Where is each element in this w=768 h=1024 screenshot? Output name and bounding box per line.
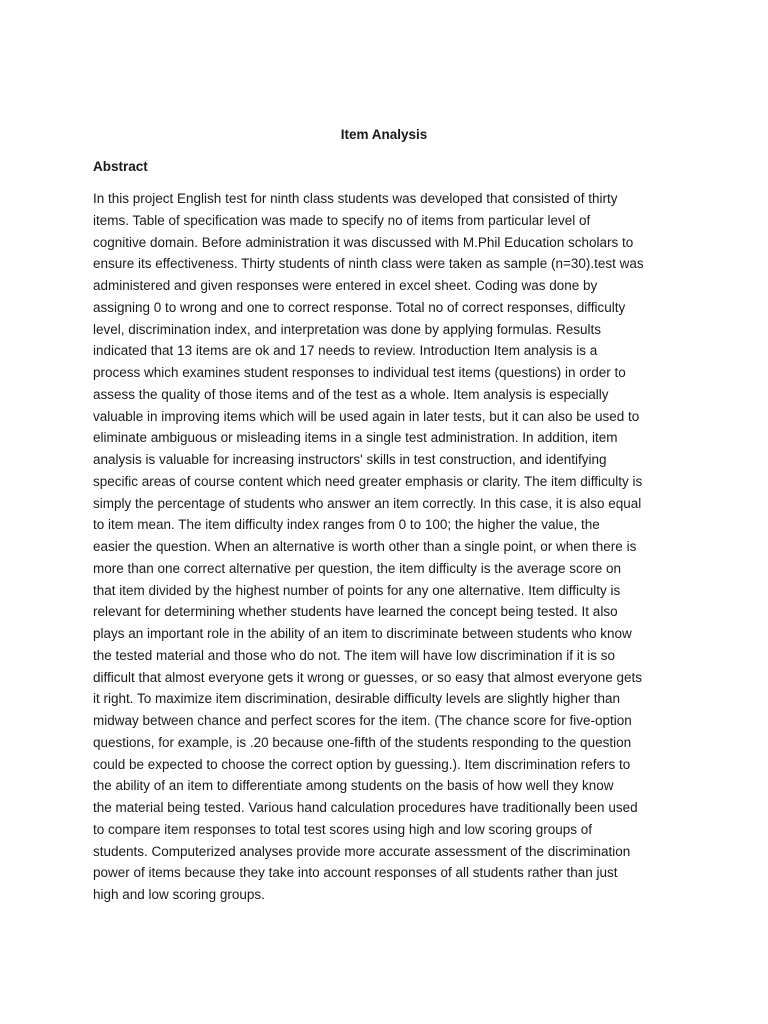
body-text-line: the ability of an item to differentiate among students on the basis of how well they know bbox=[93, 778, 614, 794]
body-text-line: it right. To maximize item discrimination, desirable difficulty levels are slightly higher than bbox=[93, 691, 620, 707]
body-text-line: power of items because they take into account responses of all students rather than just bbox=[93, 865, 618, 881]
body-text-line: more than one correct alternative per question, the item difficulty is the average score on bbox=[93, 560, 622, 576]
body-text-line: eliminate ambiguous or misleading items in a single test administration. In addition, item bbox=[93, 430, 618, 446]
body-text-line: high and low scoring groups. bbox=[93, 887, 265, 902]
body-text-line: easier the question. When an alternative is worth other than a single point, or when there is bbox=[93, 539, 637, 554]
body-text-line: questions, for example, is .20 because one-fifth of the students responding to the question bbox=[93, 734, 632, 750]
body-text-line: specific areas of course content which need greater emphasis or clarity. The item difficulty is bbox=[93, 473, 643, 489]
document-title: Item Analysis bbox=[340, 127, 428, 142]
body-text-line: indicated that 13 items are ok and 17 needs to review. Introduction Item analysis is a bbox=[93, 343, 598, 359]
body-text-line: could be expected to choose the correct option by guessing.). Item discrimination refers to bbox=[93, 756, 631, 772]
abstract-body bbox=[93, 188, 683, 906]
body-text-line: to item mean. The item difficulty index ranges from 0 to 100; the higher the value, the bbox=[93, 517, 600, 533]
body-text-line: analysis is valuable for increasing instructors' skills in test construction, and identifying bbox=[93, 452, 607, 467]
body-text-line: valuable in improving items which will be used again in later tests, but it can also be used to bbox=[93, 408, 640, 424]
body-text-line: items. Table of specification was made to specify no of items from particular level of bbox=[93, 212, 591, 228]
body-text-line: that item divided by the highest number of points for any one alternative. Item difficulty is bbox=[93, 582, 621, 598]
body-text-line: ensure its effectiveness. Thirty students of ninth class were taken as sample (n=30).test was bbox=[93, 256, 644, 272]
body-text-line: level, discrimination index, and interpretation was done by applying formulas. Results bbox=[93, 321, 602, 337]
body-text-line: difficult that almost everyone gets it wrong or guesses, or so easy that almost everyone gets bbox=[93, 669, 643, 685]
body-text-line: cognitive domain. Before administration it was discussed with M.Phil Education scholars to bbox=[93, 234, 634, 250]
body-text-line: assess the quality of those items and of the test as a whole. Item analysis is especially bbox=[93, 386, 609, 402]
body-text-line: students. Computerized analyses provide more accurate assessment of the discrimination bbox=[93, 843, 631, 859]
body-text-line: to compare item responses to total test scores using high and low scoring groups of bbox=[93, 821, 593, 837]
body-text-line: simply the percentage of students who answer an item correctly. In this case, it is also equal bbox=[93, 495, 642, 511]
body-text-line: the tested material and those who do not. The item will have low discrimination if it is so bbox=[93, 647, 616, 663]
abstract-heading: Abstract bbox=[93, 159, 148, 174]
body-text-line: midway between chance and perfect scores for the item. (The chance score for five-option bbox=[93, 713, 632, 728]
body-text-line: process which examines student responses to individual test items (questions) in order to bbox=[93, 365, 626, 380]
body-text-line: In this project English test for ninth class students was developed that consisted of thirty bbox=[93, 191, 618, 206]
body-text-line: the material being tested. Various hand calculation procedures have traditionally been used bbox=[93, 800, 638, 815]
body-text-line: relevant for determining whether students have learned the concept being tested. It also bbox=[93, 604, 618, 620]
body-text-line: plays an important role in the ability of an item to discriminate between students who know bbox=[93, 626, 632, 641]
body-text-line: assigning 0 to wrong and one to correct response. Total no of correct responses, difficulty bbox=[93, 299, 626, 315]
body-text-line: administered and given responses were entered in excel sheet. Coding was done by bbox=[93, 278, 598, 293]
